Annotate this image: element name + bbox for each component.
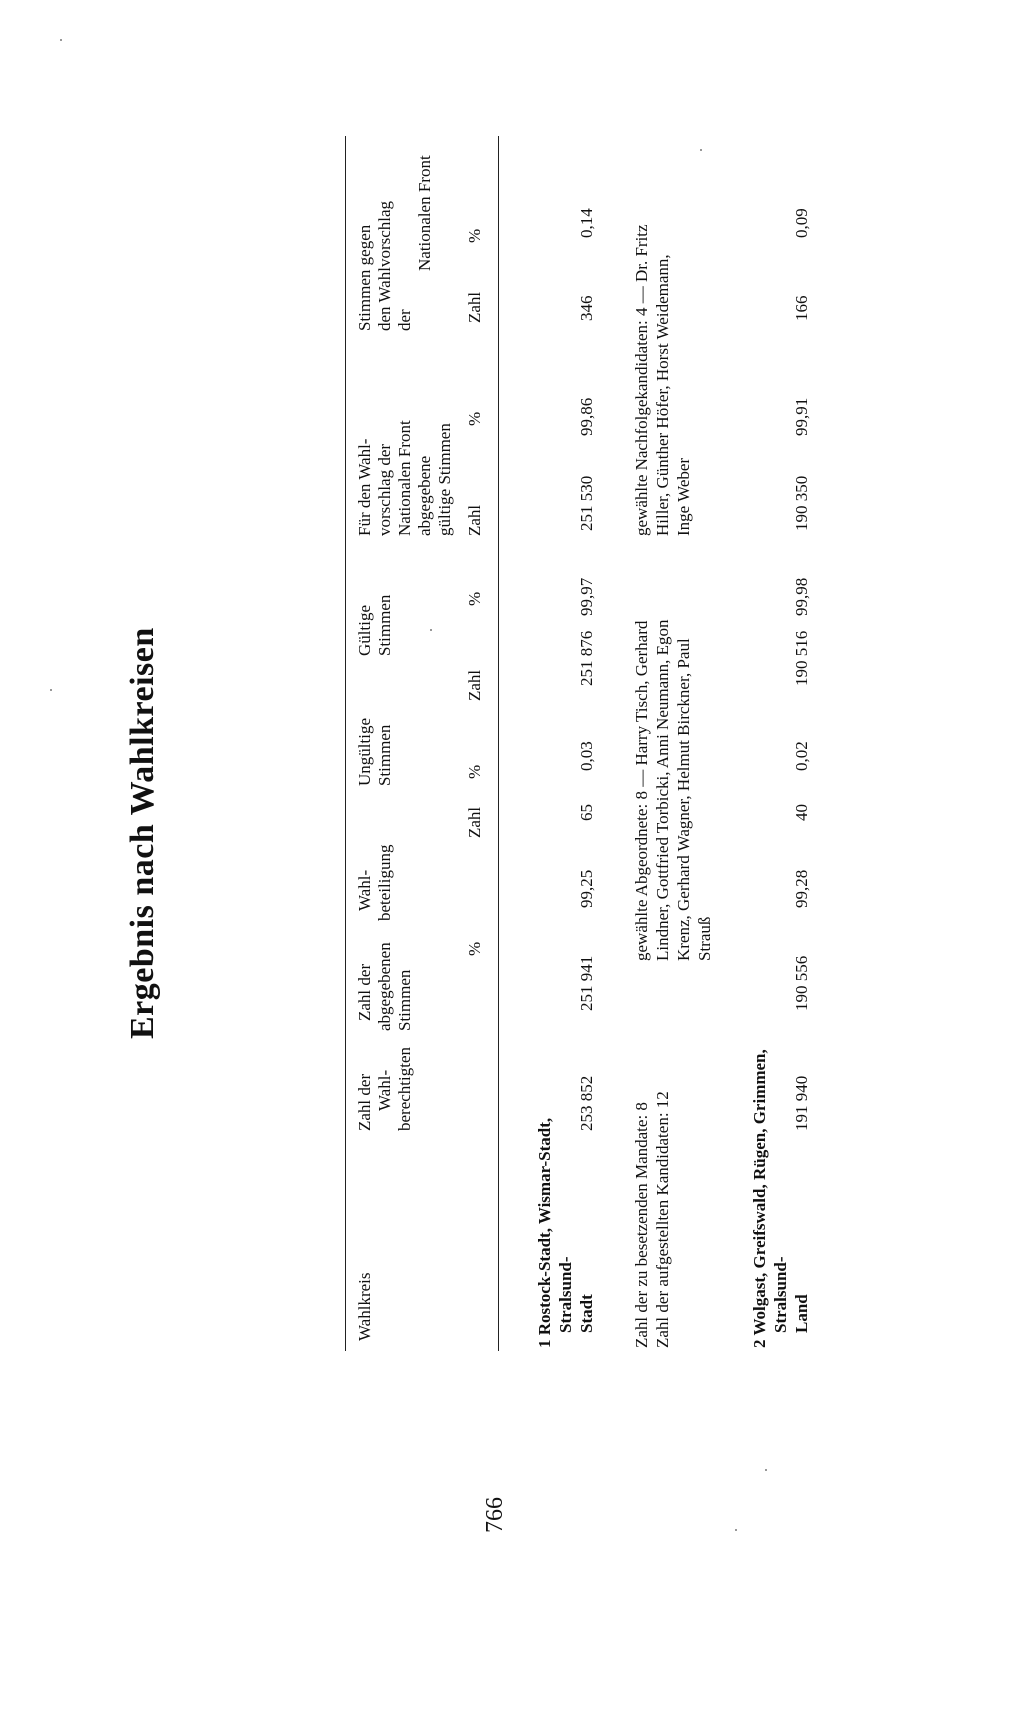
district-name-line: 1 Rostock-Stadt, Wismar-Stadt, xyxy=(535,1117,554,1348)
d1-abgegebene: 251 941 xyxy=(577,955,596,1011)
d1-gegen-zahl: 346 xyxy=(577,295,596,321)
header-ungueltige-line: Stimmen xyxy=(375,724,394,786)
district-name-line: Stadt xyxy=(577,1294,596,1333)
district-name-line: 2 Wolgast, Greifswald, Rügen, Grimmen, xyxy=(750,1049,769,1348)
header-ungueltige xyxy=(355,718,395,786)
d2-gegen-zahl: 166 xyxy=(792,295,811,321)
header-berechtigte xyxy=(355,1047,415,1131)
header-gegen-line: Nationalen Front xyxy=(415,155,434,271)
d1-fuer-pct: 99,86 xyxy=(577,397,596,436)
header-fuer-line: Für den Wahl- xyxy=(355,438,374,536)
header-gueltige-zahl: Zahl xyxy=(465,669,484,701)
header-ungueltige-zahl: Zahl xyxy=(465,806,484,838)
header-ungueltige-line: Ungültige xyxy=(355,718,374,786)
scan-speck xyxy=(735,1529,737,1531)
header-beteiligung-pct: % xyxy=(465,941,484,956)
header-fuer-line: gültige Stimmen xyxy=(435,423,454,536)
table-header-rule xyxy=(498,136,499,1351)
header-gueltige-line: Stimmen xyxy=(375,594,394,656)
d1-abgeordnete-line: gewählte Abgeordnete: 8 — Harry Tisch, Gerhard xyxy=(632,620,651,961)
d1-beteiligung-pct: 99,25 xyxy=(577,869,596,908)
d1-berechtigte: 253 852 xyxy=(577,1075,596,1131)
d1-kandidaten: Zahl der aufgestellten Kandidaten: 12 xyxy=(653,1091,672,1348)
d1-fuer-zahl: 251 530 xyxy=(577,475,596,531)
header-berechtigte-line: Wahl- xyxy=(375,1069,394,1111)
scan-speck xyxy=(50,689,52,691)
header-gegen-line: den Wahlvorschlag xyxy=(375,200,394,331)
d2-fuer-pct: 99,91 xyxy=(792,397,811,436)
scan-speck xyxy=(700,149,702,151)
header-abgegebene-line: Zahl der xyxy=(355,963,374,1021)
header-gueltige-pct: % xyxy=(465,591,484,606)
header-fuer-pct: % xyxy=(465,411,484,426)
d2-gueltig-pct: 99,98 xyxy=(792,577,811,616)
d1-abgeordnete-line: Krenz, Gerhard Wagner, Helmut Birckner, Paul xyxy=(674,638,693,961)
district-name-line: Stralsund- xyxy=(771,1256,790,1333)
header-berechtigte-line: Zahl der xyxy=(355,1073,374,1131)
header-fuer-line: vorschlag der xyxy=(375,443,394,536)
d1-abgeordnete-line: Lindner, Gottfried Torbicki, Anni Neumann, Egon xyxy=(653,619,672,961)
header-beteiligung-line: Wahl- xyxy=(355,869,374,911)
header-gegen-pct: % xyxy=(465,228,484,243)
header-gegen-zahl: Zahl xyxy=(465,291,484,323)
scan-speck xyxy=(60,39,62,41)
header-abgegebene xyxy=(355,942,415,1031)
d1-ungueltig-pct: 0,03 xyxy=(577,741,596,771)
header-fuer-zahl: Zahl xyxy=(465,504,484,536)
header-beteiligung-line: beteiligung xyxy=(375,844,394,921)
header-gueltige xyxy=(355,595,395,656)
page-number: 766 xyxy=(482,1497,508,1533)
d1-nachfolge-line: gewählte Nachfolgekandidaten: 4 — Dr. Fritz xyxy=(632,224,651,536)
d2-ungueltig-zahl: 40 xyxy=(792,804,811,821)
d2-fuer-zahl: 190 350 xyxy=(792,475,811,531)
header-gegen-line: Stimmen gegen xyxy=(355,224,374,331)
d2-gegen-pct: 0,09 xyxy=(792,208,811,238)
d2-abgegebene: 190 556 xyxy=(792,955,811,1011)
header-ungueltige-pct: % xyxy=(465,764,484,779)
header-gueltige-line: Gültige xyxy=(355,605,374,656)
d1-mandate: Zahl der zu besetzenden Mandate: 8 xyxy=(632,1102,651,1348)
header-fuer-line: abgegebene xyxy=(415,455,434,536)
header-fuer-line: Nationalen Front xyxy=(395,420,414,536)
page-title: Ergebnis nach Wahlkreisen xyxy=(124,627,161,1039)
district-name-line: Land xyxy=(792,1294,811,1333)
d2-berechtigte: 191 940 xyxy=(792,1075,811,1131)
header-fuer xyxy=(355,420,455,536)
header-gegen xyxy=(355,155,435,331)
header-gegen-line: der xyxy=(395,309,414,331)
district-name-line: Stralsund- xyxy=(556,1256,575,1333)
header-beteiligung xyxy=(355,845,395,921)
header-wahlkreis: Wahlkreis xyxy=(355,1272,374,1341)
scan-speck xyxy=(765,1469,767,1471)
d1-gueltig-pct: 99,97 xyxy=(577,577,596,616)
scan-speck xyxy=(430,629,432,631)
d1-nachfolge-line: Inge Weber xyxy=(674,457,693,536)
d2-beteiligung-pct: 99,28 xyxy=(792,869,811,908)
d1-gegen-pct: 0,14 xyxy=(577,208,596,238)
header-abgegebene-line: Stimmen xyxy=(395,969,414,1031)
d1-gueltig-zahl: 251 876 xyxy=(577,630,596,686)
table-top-rule xyxy=(345,136,346,1351)
d1-abgeordnete-line: Strauß xyxy=(695,916,714,961)
d2-gueltig-zahl: 190 516 xyxy=(792,630,811,686)
header-abgegebene-line: abgegebenen xyxy=(375,942,394,1031)
d1-ungueltig-zahl: 65 xyxy=(577,804,596,821)
d2-ungueltig-pct: 0,02 xyxy=(792,741,811,771)
d1-nachfolge-line: Hiller, Günther Höfer, Horst Weidemann, xyxy=(653,254,672,536)
header-berechtigte-line: berechtigten xyxy=(395,1046,414,1131)
